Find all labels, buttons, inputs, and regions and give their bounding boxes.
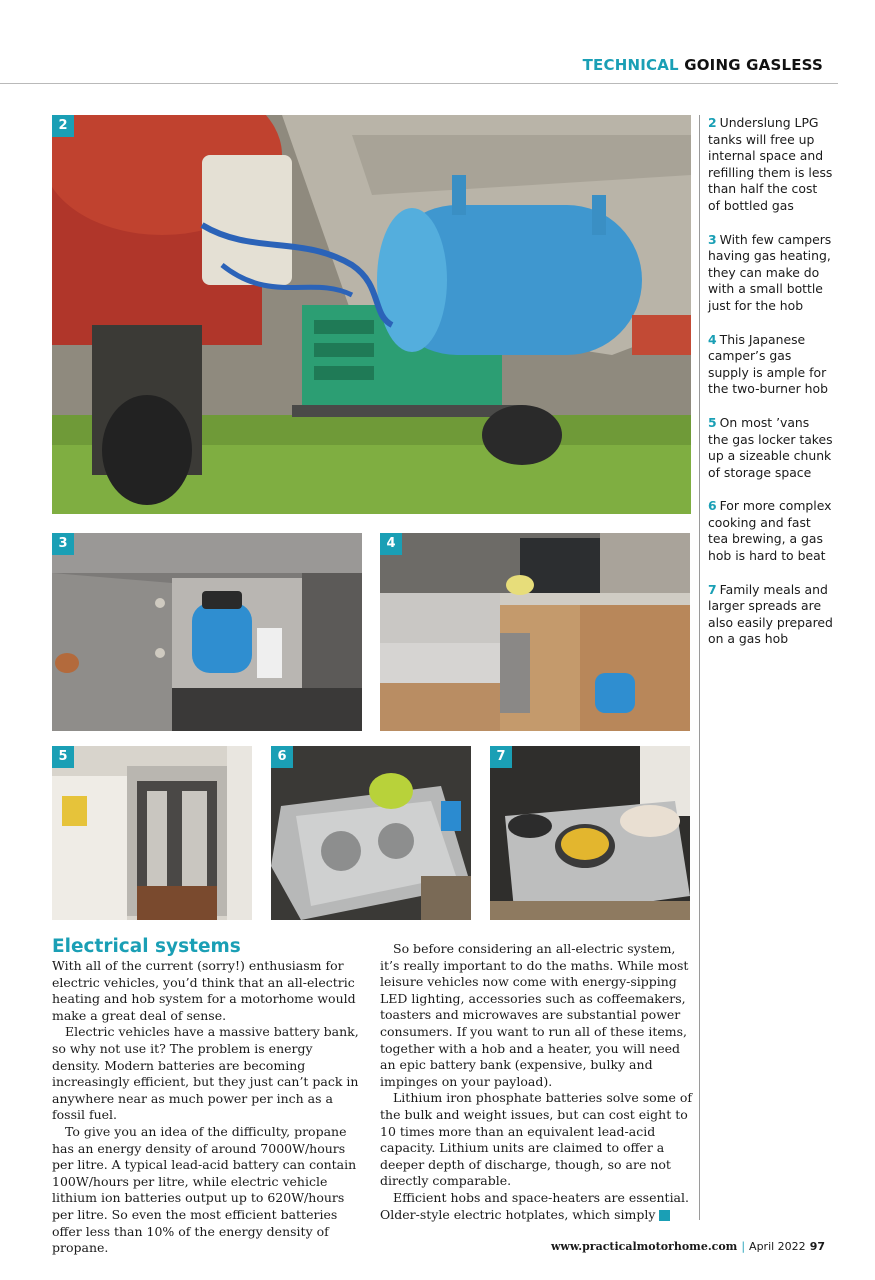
caption (708, 232, 833, 315)
article-column-left (52, 958, 364, 1257)
photo-5 (52, 746, 252, 920)
footer-issue: April 2022 (749, 1240, 806, 1253)
footer-url: www.practicalmotorhome.com (550, 1240, 738, 1253)
captions-column (708, 115, 833, 665)
header-title (583, 56, 823, 74)
article-heading: Electrical systems (52, 936, 241, 957)
article-paragraph: To give you an idea of the difficulty, propane has an energy density of around 7000W/hours per litre. A typical lead-acid battery can contain 100W/hours per litre, while electric vehicle lithium ion batteries output up to 620W/hours per litre. So even the most efficient batteries offer less than 10% of the energy density of propane. (52, 1123, 357, 1256)
caption-text: On most ’vans the gas locker takes up a sizeable chunk of storage space (708, 414, 833, 480)
caption (708, 332, 833, 398)
photo-6 (271, 746, 471, 920)
caption-number: 6 (708, 498, 717, 514)
caption-number: 7 (708, 581, 717, 597)
section-label: TECHNICAL (582, 56, 679, 74)
article-paragraph: Electric vehicles have a massive battery bank, so why not use it? The problem is energy density. Modern batteries are becoming increasingly efficient, but they just can’t pack in anywhere near as much power per inch as a fossil fuel. (52, 1024, 359, 1123)
caption (708, 115, 833, 215)
photo-number-badge: 5 (52, 746, 74, 768)
photo-4 (380, 533, 690, 731)
article-column-right (380, 941, 692, 1223)
photo-number-badge: 2 (52, 115, 74, 137)
caption-number: 5 (708, 414, 717, 430)
photo-7 (490, 746, 690, 920)
header-rule (0, 83, 838, 84)
article-paragraph: With all of the current (sorry!) enthusiasm for electric vehicles, you’d think that an all-electric heating and hob system for a motorhome would make a great deal of sense. (52, 958, 356, 1023)
page-footer (551, 1240, 825, 1253)
photo-2 (52, 115, 691, 514)
caption (708, 415, 833, 481)
article-paragraph: Lithium iron phosphate batteries solve some of the bulk and weight issues, but can cost eight to 10 times more than an equivalent lead-acid capacity. Lithium units are claimed to offer a deeper depth of discharge, though, so are not directly comparable. (380, 1090, 693, 1189)
photo-number-badge: 3 (52, 533, 74, 555)
caption-text: For more complex cooking and fast tea brewing, a gas hob is hard to beat (708, 498, 832, 564)
photo-number-badge: 7 (490, 746, 512, 768)
article-paragraph: So before considering an all-electric system, it’s really important to do the maths. While most leisure vehicles now come with energy-sipping LED lighting, accessories such as coffeemakers, toasters and microwaves are substantial power consumers. If you want to run all of these items, together with a hob and a heater, you will need an epic battery bank (expensive, bulky and impinges on your payload). (380, 941, 689, 1089)
photo-number-badge: 6 (271, 746, 293, 768)
continue-arrow-icon: ➜ (659, 1210, 670, 1221)
caption-number: 4 (708, 331, 717, 347)
caption-text: This Japanese camper’s gas supply is ample for the two-burner hob (708, 331, 828, 397)
article-paragraph-text: Efficient hobs and space-heaters are essential. Older-style electric hotplates, which simply (380, 1189, 689, 1222)
caption-text: Underslung LPG tanks will free up internal space and refilling them is less than half the cost of bottled gas (708, 115, 833, 213)
captions-divider (699, 115, 700, 1220)
caption-text: Family meals and larger spreads are also easily prepared on a gas hob (708, 581, 833, 647)
topic-label: GOING GASLESS (684, 56, 823, 74)
caption (708, 582, 833, 648)
page-header (0, 0, 875, 90)
photo-3 (52, 533, 362, 731)
caption-text: With few campers having gas heating, they can make do with a small bottle just for the hob (708, 231, 832, 313)
caption-number: 2 (708, 115, 717, 130)
caption (708, 498, 833, 564)
photo-number-badge: 4 (380, 533, 402, 555)
page-number: 97 (809, 1240, 825, 1253)
caption-number: 3 (708, 231, 717, 247)
article-paragraph-last (380, 1190, 692, 1223)
footer-separator: | (741, 1240, 746, 1253)
